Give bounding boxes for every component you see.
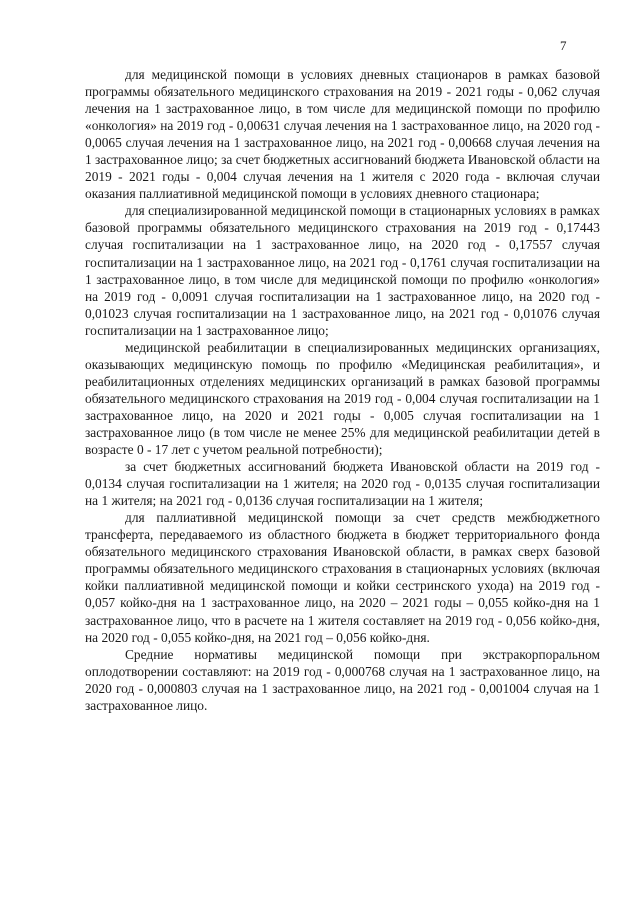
paragraph-day-hospital: для медицинской помощи в условиях дневных стационаров в рамках базовой программы обязательного медицинского страхования на 2019 - 2021 годы - 0,062 случая лечения на 1 застрахованное лицо, в том числе для медицинской помощи по профилю «онкология» на 2019 год - 0,00631 случая лечения на 1 застрахованное лицо, на 2020 год - 0,0065 случая лечения на 1 застрахованное лицо, на 2021 год - 0,00668 случая лечения на 1 застрахованное лицо; за счет бюджетных ассигнований бюджета Ивановской области на 2019 - 2021 годы - 0,004 случая лечения на 1 жителя с 2020 года - включая случаи оказания паллиативной медицинской помощи в условиях дневного стационара; (85, 67, 600, 202)
page-number: 7 (560, 38, 567, 53)
document-body (85, 66, 600, 714)
paragraph-ivf-standards: Средние нормативы медицинской помощи при экстракорпоральном оплодотворении составляют: на 2019 год - 0,000768 случая на 1 застрахованное лицо, на 2020 год - 0,000803 случая на 1 застрахованное лицо, на 2021 год - 0,001004 случая на 1 застрахованное лицо. (85, 646, 600, 713)
paragraph-specialized-inpatient: для специализированной медицинской помощи в стационарных условиях в рамках базовой программы обязательного медицинского страхования на 2019 год - 0,17443 случая госпитализации на 1 застрахованное лицо, на 2020 год - 0,17557 случая госпитализации на 1 застрахованное лицо, на 2021 год - 0,1761 случая госпитализации на 1 застрахованное лицо, в том числе для медицинской помощи по профилю «онкология» на 2019 год - 0,0091 случая госпитализации на 1 застрахованное лицо, на 2020 год - 0,01023 случая госпитализации на 1 застрахованное лицо, на 2021 год - 0,01076 случая госпитализации на 1 застрахованное лицо; (85, 203, 600, 338)
paragraph-palliative-care: для паллиативной медицинской помощи за счет средств межбюджетного трансферта, передаваемого из областного бюджета в бюджет территориального фонда обязательного медицинского страхования Ивановской области, в рамках сверх базовой программы обязательного медицинского страхования в стационарных условиях (включая койки паллиативной медицинской помощи и койки сестринского ухода) на 2019 год - 0,057 койко-дня на 1 застрахованное лицо, на 2020 – 2021 годы – 0,055 койко-дня на 1 застрахованное лицо, что в расчете на 1 жителя составляет на 2019 год - 0,056 койко-дня, на 2020 год - 0,055 койко-дня, на 2021 год – 0,056 койко-дня. (85, 510, 600, 645)
paragraph-medical-rehabilitation: медицинской реабилитации в специализированных медицинских организациях, оказывающих медицинскую помощь по профилю «Медицинская реабилитация», и реабилитационных отделениях медицинских организаций в рамках базовой программы обязательного медицинского страхования на 2019 год - 0,004 случая госпитализации на 1 застрахованное лицо, на 2020 и 2021 годы - 0,005 случая госпитализации на 1 застрахованное лицо (в том числе не менее 25% для медицинской реабилитации детей в возрасте 0 - 17 лет с учетом реальной потребности); (85, 339, 600, 458)
paragraph-regional-budget: за счет бюджетных ассигнований бюджета Ивановской области на 2019 год - 0,0134 случая госпитализации на 1 жителя; на 2020 год - 0,0135 случая госпитализации на 1 жителя; на 2021 год - 0,0136 случая госпитализации на 1 жителя; (85, 459, 600, 509)
